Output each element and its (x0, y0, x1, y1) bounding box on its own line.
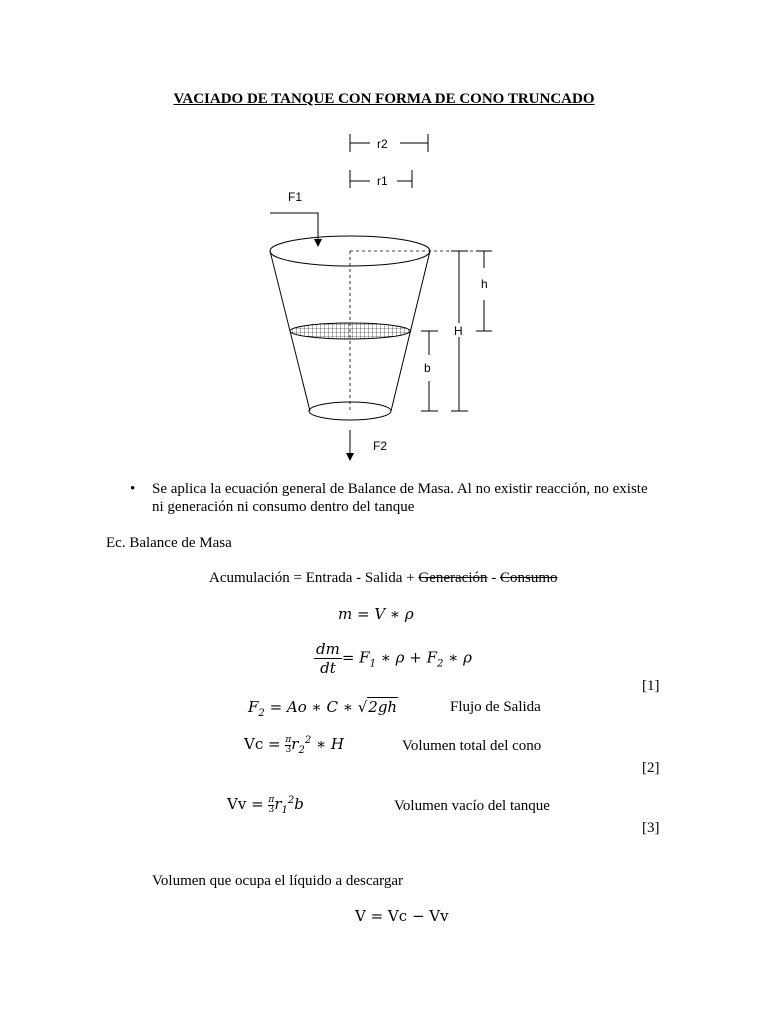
b-label: b (424, 361, 431, 375)
document-title: VACIADO DE TANQUE CON FORMA DE CONO TRUNCADO (173, 91, 595, 107)
H-dimension (451, 251, 468, 411)
vv-r: r (274, 795, 282, 813)
rate-rhs-c: ∗ ρ (443, 648, 472, 667)
r2-dimension (350, 134, 428, 152)
derivative-fraction (314, 640, 342, 677)
h-label: h (481, 277, 488, 291)
f2-label: F2 (373, 439, 388, 453)
rate-rhs-b: ∗ ρ + F (375, 648, 438, 667)
balance-prefix: Acumulación = Entrada - Salida + (209, 570, 419, 586)
vc-pi: π (285, 734, 292, 745)
outflow-arrow (350, 430, 387, 457)
vc-sub: 2 (298, 745, 305, 756)
mass-equation: m = V ∗ ρ (338, 605, 414, 623)
vc-description: Volumen total del cono (402, 738, 542, 754)
bullet-line-2: ni generación ni consumo dentro del tanque (152, 499, 415, 515)
vc-sup: 2 (304, 735, 312, 746)
flow-lhs: F (248, 698, 259, 716)
sqrt-symbol: √ (357, 698, 368, 716)
vv-equation (227, 795, 304, 816)
flow-equation (248, 698, 398, 719)
volume-difference-equation: V = Vc − Vv (355, 907, 449, 925)
r2-label: r2 (377, 137, 388, 151)
section-heading: Ec. Balance de Masa (106, 535, 232, 551)
bullet-marker: • (130, 481, 136, 497)
equation-number-3: [3] (642, 820, 660, 836)
sqrt-radicand: 2gh (368, 698, 398, 716)
consumption-term: Consumo (500, 570, 558, 586)
vv-pi: π (268, 794, 275, 805)
h-dimension (476, 251, 492, 331)
liquid-volume-label: Volumen que ocupa el líquido a descargar (152, 873, 404, 889)
flow-rhs: = Ao ∗ C ∗ (264, 698, 358, 716)
flow-sub: 2 (258, 708, 265, 719)
r1-dimension (350, 170, 412, 188)
f1-label: F1 (288, 190, 303, 204)
vv-sub: 1 (281, 805, 288, 816)
rate-sub-1: 1 (369, 658, 376, 670)
equation-number-1: [1] (642, 678, 660, 694)
r1-label: r1 (377, 174, 388, 188)
flow-description: Flujo de Salida (450, 699, 541, 715)
vc-equation (244, 735, 344, 756)
equation-number-2: [2] (642, 760, 660, 776)
derivative-denominator: dt (320, 659, 336, 677)
inflow-arrow (270, 190, 318, 243)
balance-separator: - (487, 570, 500, 586)
vc-tail: ∗ H (311, 735, 344, 753)
vv-lhs: Vv = (227, 795, 269, 813)
generation-term: Generación (418, 570, 488, 586)
truncated-cone-diagram (0, 0, 768, 470)
vv-tail: b (294, 795, 304, 813)
cone-body (270, 236, 480, 420)
vv-three: 3 (268, 804, 275, 815)
vc-three: 3 (285, 744, 292, 755)
vc-r: r (291, 735, 299, 753)
rate-equation (314, 640, 472, 677)
rate-rhs-a: = F (341, 648, 370, 667)
vv-description: Volumen vacío del tanque (394, 798, 550, 814)
H-label: H (454, 324, 463, 338)
vc-lhs: Vc = (244, 735, 286, 753)
rate-sub-2: 2 (437, 658, 444, 670)
bullet-line-1: Se aplica la ecuación general de Balance de Masa. Al no existir reacción, no existe (152, 481, 648, 497)
derivative-numerator: dm (316, 640, 340, 658)
mass-balance-equation (209, 570, 558, 587)
b-dimension (421, 331, 438, 411)
vv-sup: 2 (287, 795, 295, 806)
